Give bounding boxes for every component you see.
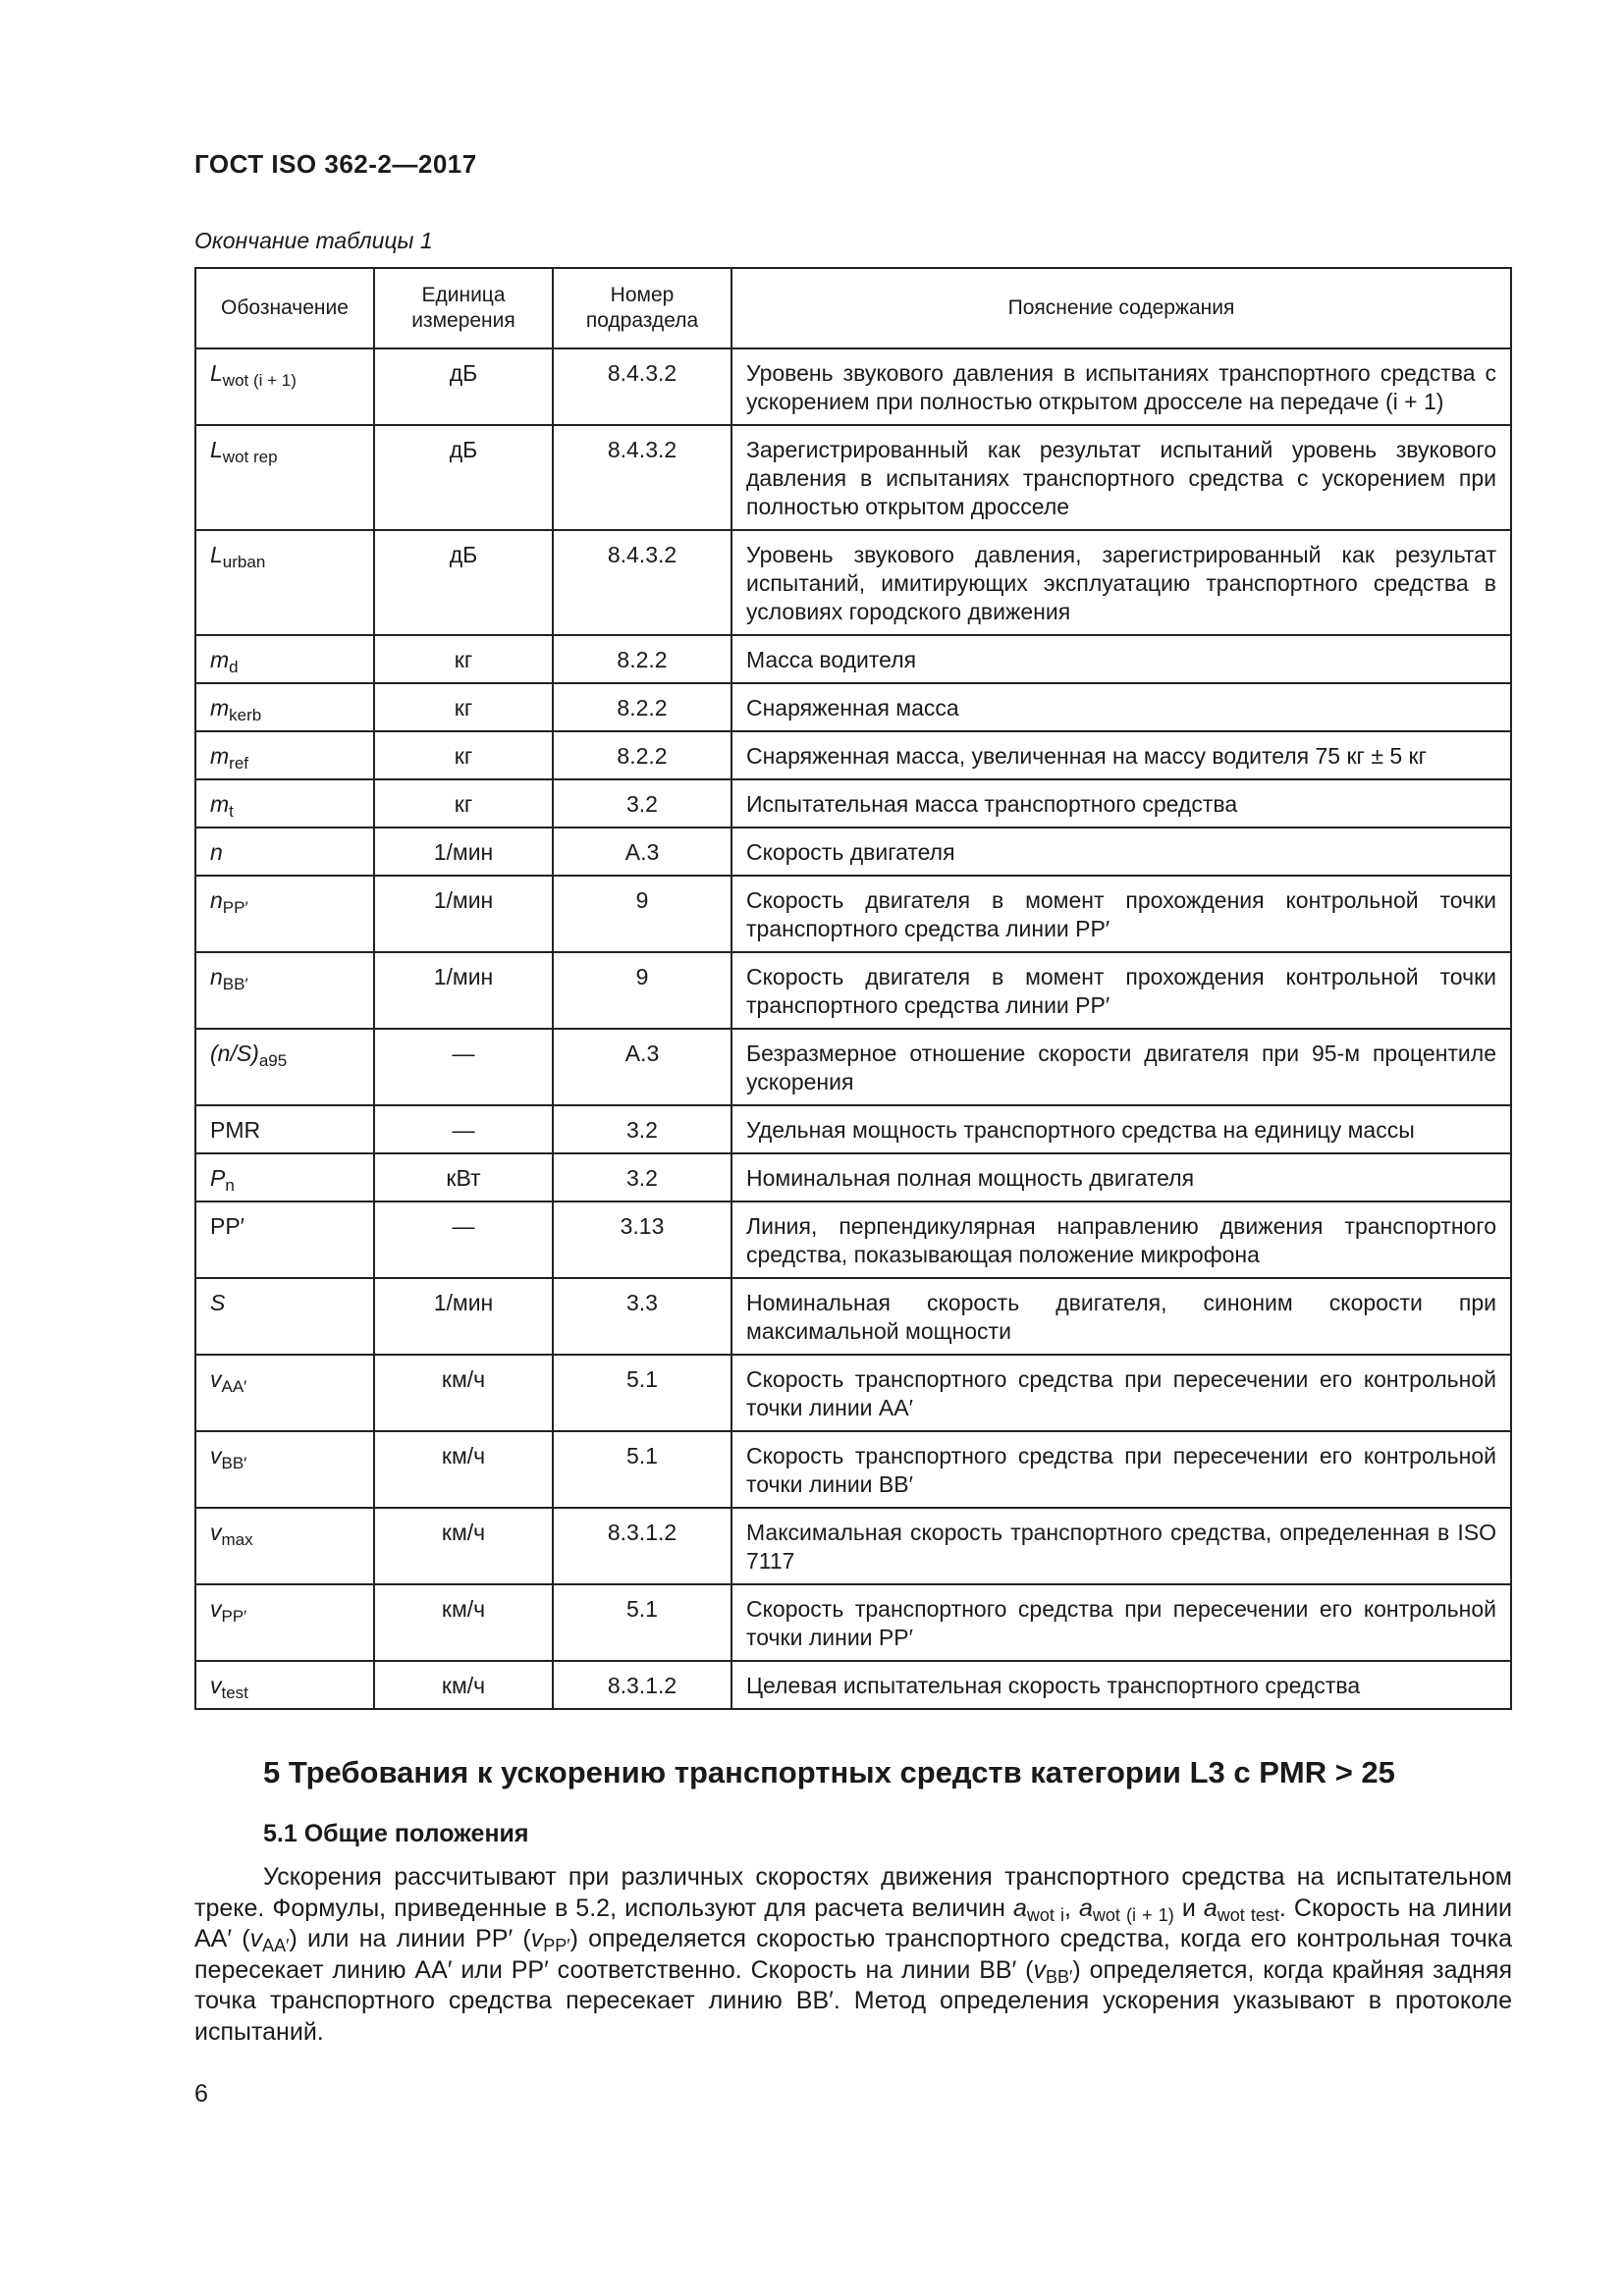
symbol-cell — [195, 779, 374, 828]
header-description: Пояснение содержания — [731, 268, 1511, 348]
document-header: ГОСТ ISO 362-2—2017 — [194, 149, 477, 179]
paragraph-text: Ускорения рассчитывают при различных скоростях движения транспортного средства на испытательном треке. Формулы, приведенные в 5.2, используют для расчета величин — [194, 1863, 1512, 1922]
paragraph-text: ) определяется скоростью транспортного средства, когда его контрольная точка пересекает линию АА′ или PP′ соответственно. Скорость на линии ВВ′ ( — [194, 1925, 1513, 1984]
description-cell: Уровень звукового давления, зарегистрированный как результат испытаний, имитирующих эксплуатацию транспортного средства в условиях городского движения — [731, 530, 1511, 635]
symbol: $v_{PP'}$ — [210, 1596, 247, 1626]
section-cell: 8.3.1.2 — [553, 1661, 731, 1709]
section-cell: 8.2.2 — [553, 635, 731, 683]
unit-cell: 1/мин — [374, 1278, 553, 1355]
description-cell: Линия, перпендикулярная направлению движения транспортного средства, показывающая положение микрофона — [731, 1201, 1511, 1278]
symbol-cell — [195, 683, 374, 731]
symbol: PP′ — [210, 1213, 244, 1239]
unit-cell: кг — [374, 683, 553, 731]
section-cell: 8.4.3.2 — [553, 425, 731, 530]
table-row — [195, 1201, 1511, 1278]
symbol-a-wot-i1: $a_{wot (i + 1)}$ — [1079, 1894, 1174, 1925]
symbol: $L_{wot rep}$ — [210, 437, 278, 466]
section-cell: А.3 — [553, 828, 731, 876]
symbol-cell — [195, 1029, 374, 1105]
table-caption: Окончание таблицы 1 — [194, 228, 433, 253]
table-row — [195, 1278, 1511, 1355]
table-row — [195, 1584, 1511, 1661]
description-cell: Скорость двигателя — [731, 828, 1511, 876]
symbol-v-pp: $v_{PP'}$ — [530, 1925, 570, 1955]
page-number: 6 — [194, 2080, 208, 2108]
table-row — [195, 731, 1511, 779]
symbol-cell — [195, 1201, 374, 1278]
symbol: $n_{BB'}$ — [210, 964, 248, 993]
description-cell: Масса водителя — [731, 635, 1511, 683]
description-cell: Скорость транспортного средства при пересечении его контрольной точки линии АА′ — [731, 1355, 1511, 1431]
section-cell: 8.4.3.2 — [553, 348, 731, 425]
table-row — [195, 1355, 1511, 1431]
table-row — [195, 1105, 1511, 1153]
symbol-v-bb: $v_{BB'}$ — [1033, 1955, 1073, 1987]
symbol-cell — [195, 635, 374, 683]
description-cell: Скорость двигателя в момент прохождения контрольной точки транспортного средства линии PP′ — [731, 876, 1511, 952]
description-cell: Снаряженная масса, увеличенная на массу водителя 75 кг ± 5 кг — [731, 731, 1511, 779]
symbol-cell — [195, 1661, 374, 1709]
symbol-cell — [195, 828, 374, 876]
symbol: n — [210, 839, 223, 865]
symbol: $v_{max}$ — [210, 1520, 253, 1549]
symbol: $L_{wot (i + 1)}$ — [210, 360, 297, 390]
section-cell: 3.2 — [553, 779, 731, 828]
table-row — [195, 1431, 1511, 1508]
symbol-cell — [195, 1153, 374, 1201]
unit-cell: км/ч — [374, 1355, 553, 1431]
symbol: $v_{BB'}$ — [210, 1443, 247, 1472]
paragraph-text: . Скорость на линии АА′ ( — [194, 1894, 1512, 1952]
unit-cell: км/ч — [374, 1661, 553, 1709]
description-cell: Испытательная масса транспортного средства — [731, 779, 1511, 828]
symbol-cell — [195, 348, 374, 425]
description-cell: Скорость транспортного средства при пересечении его контрольной точки линии PP′ — [731, 1584, 1511, 1661]
symbol-a-wot-test: $a_{wot test}$ — [1203, 1894, 1279, 1925]
symbol-a-wot-i: $a_{wot i}$ — [1012, 1894, 1064, 1925]
unit-cell: км/ч — [374, 1508, 553, 1584]
paragraph-text: ) определяется, когда крайняя задняя точка транспортного средства пересекает линию ВВ′. Метод определения ускорения указывают в протоколе испытаний. — [194, 1955, 1512, 2046]
symbol-cell — [195, 1508, 374, 1584]
description-cell: Зарегистрированный как результат испытаний уровень звукового давления в испытаниях транспортного средства с ускорением при полностью открытом дросселе — [731, 425, 1511, 530]
section-cell: 8.4.3.2 — [553, 530, 731, 635]
symbol: $m_{ref}$ — [210, 743, 249, 773]
table-row — [195, 828, 1511, 876]
section-cell: 3.13 — [553, 1201, 731, 1278]
unit-cell: кг — [374, 731, 553, 779]
unit-cell: — — [374, 1105, 553, 1153]
symbol-cell — [195, 530, 374, 635]
section-cell: 8.2.2 — [553, 731, 731, 779]
section-cell: 5.1 — [553, 1584, 731, 1661]
table-row — [195, 1153, 1511, 1201]
paragraph-text: ) или на линии PP′ ( — [289, 1925, 531, 1952]
unit-cell: — — [374, 1029, 553, 1105]
symbol-cell — [195, 1431, 374, 1508]
section-cell: 3.2 — [553, 1153, 731, 1201]
symbol-cell — [195, 1105, 374, 1153]
unit-cell: кВт — [374, 1153, 553, 1201]
symbol-cell — [195, 425, 374, 530]
description-cell: Номинальная полная мощность двигателя — [731, 1153, 1511, 1201]
table-body — [195, 348, 1511, 1709]
description-cell: Уровень звукового давления в испытаниях транспортного средства с ускорением при полностью открытом дросселе на передаче (i + 1) — [731, 348, 1511, 425]
symbols-table — [194, 267, 1512, 1710]
section-cell: 3.3 — [553, 1278, 731, 1355]
table-row — [195, 683, 1511, 731]
symbol: PMR — [210, 1117, 261, 1143]
unit-cell: дБ — [374, 425, 553, 530]
unit-cell: км/ч — [374, 1431, 553, 1508]
header-symbol: Обозначение — [195, 268, 374, 348]
section-cell: А.3 — [553, 1029, 731, 1105]
symbol: $L_{urban}$ — [210, 542, 266, 571]
unit-cell: 1/мин — [374, 876, 553, 952]
symbol: $(n/S)_{a95}$ — [210, 1041, 288, 1070]
unit-cell: 1/мин — [374, 828, 553, 876]
symbol: $P_n$ — [210, 1165, 235, 1195]
paragraph-text: , — [1063, 1894, 1079, 1922]
table-row — [195, 530, 1511, 635]
unit-cell: кг — [374, 635, 553, 683]
description-cell: Скорость транспортного средства при пересечении его контрольной точки линии ВВ′ — [731, 1431, 1511, 1508]
table-row — [195, 779, 1511, 828]
table-row — [195, 348, 1511, 425]
description-cell: Целевая испытательная скорость транспортного средства — [731, 1661, 1511, 1709]
unit-cell: кг — [374, 779, 553, 828]
section-cell: 5.1 — [553, 1431, 731, 1508]
table-row — [195, 1661, 1511, 1709]
unit-cell: 1/мин — [374, 952, 553, 1029]
table-row — [195, 952, 1511, 1029]
symbol: $n_{PP'}$ — [210, 887, 248, 917]
section-cell: 8.2.2 — [553, 683, 731, 731]
symbol-cell — [195, 876, 374, 952]
table-row — [195, 876, 1511, 952]
unit-cell: — — [374, 1201, 553, 1278]
section-title: 5 Требования к ускорению транспортных средств категории L3 с PMR > 25 — [263, 1755, 1395, 1789]
table-row — [195, 425, 1511, 530]
paragraph-text: и — [1173, 1894, 1204, 1922]
symbol-cell — [195, 731, 374, 779]
header-unit: Единица измерения — [374, 268, 553, 348]
header-section: Номер подраздела — [553, 268, 731, 348]
symbol-v-aa: $v_{AA'}$ — [249, 1925, 290, 1955]
section-cell: 8.3.1.2 — [553, 1508, 731, 1584]
description-cell: Удельная мощность транспортного средства на единицу массы — [731, 1105, 1511, 1153]
symbol-cell — [195, 1278, 374, 1355]
body-paragraph — [194, 1862, 1512, 2048]
symbol: $v_{AA'}$ — [210, 1366, 247, 1396]
symbol: $m_d$ — [210, 647, 239, 676]
unit-cell: дБ — [374, 530, 553, 635]
table-header-row — [195, 268, 1511, 348]
symbol: $m_{kerb}$ — [210, 695, 262, 724]
symbol-cell — [195, 1584, 374, 1661]
table-row — [195, 635, 1511, 683]
section-cell: 9 — [553, 952, 731, 1029]
symbol: $m_t$ — [210, 791, 234, 821]
section-cell: 5.1 — [553, 1355, 731, 1431]
description-cell: Снаряженная масса — [731, 683, 1511, 731]
unit-cell: км/ч — [374, 1584, 553, 1661]
description-cell: Скорость двигателя в момент прохождения контрольной точки транспортного средства линии PP′ — [731, 952, 1511, 1029]
symbol-cell — [195, 1355, 374, 1431]
table-row — [195, 1508, 1511, 1584]
subsection-title: 5.1 Общие положения — [263, 1820, 529, 1847]
section-cell: 9 — [553, 876, 731, 952]
description-cell: Номинальная скорость двигателя, синоним скорости при максимальной мощности — [731, 1278, 1511, 1355]
section-cell: 3.2 — [553, 1105, 731, 1153]
description-cell: Безразмерное отношение скорости двигателя при 95-м процентиле ускорения — [731, 1029, 1511, 1105]
symbol: $v_{test}$ — [210, 1673, 248, 1702]
table-row — [195, 1029, 1511, 1105]
symbol: S — [210, 1290, 226, 1315]
symbol-cell — [195, 952, 374, 1029]
unit-cell: дБ — [374, 348, 553, 425]
description-cell: Максимальная скорость транспортного средства, определенная в ISO 7117 — [731, 1508, 1511, 1584]
